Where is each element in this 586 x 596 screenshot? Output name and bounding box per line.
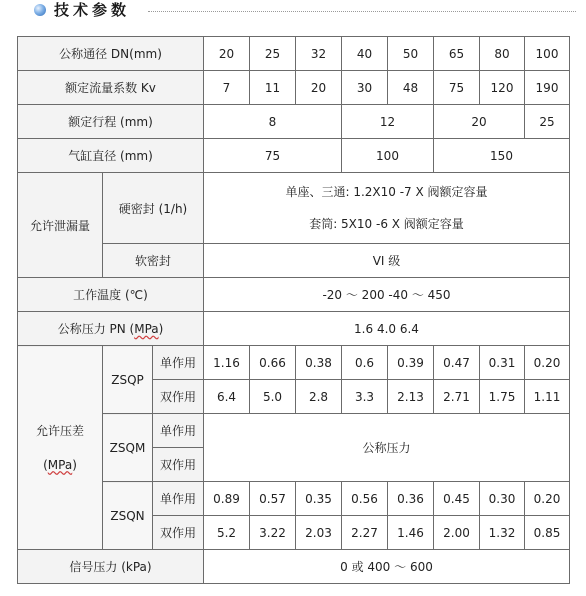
- value-cell: 0.20: [525, 482, 570, 516]
- row-nominal-pressure: [18, 312, 570, 346]
- value-cell: 1.75: [480, 380, 525, 414]
- nominal-pressure-label-pre: 公称压力 PN (: [57, 322, 135, 336]
- bullet-icon: [34, 4, 46, 16]
- dn-cell: 25: [250, 37, 296, 71]
- kv-cell: 7: [204, 71, 250, 105]
- value-cell: 0.45: [434, 482, 480, 516]
- row-zsqp-single: [18, 346, 570, 380]
- hard-seal-line-1: 单座、三通: 1.2X10 -7 X 阀额定容量: [285, 185, 488, 199]
- hard-seal-value: [204, 173, 570, 244]
- value-cell: 1.46: [388, 516, 434, 550]
- dn-cell: 20: [204, 37, 250, 71]
- stroke-cell: 20: [434, 105, 525, 139]
- signal-pressure-value: 0 或 400 ～ 600: [204, 550, 570, 584]
- value-cell: 2.71: [434, 380, 480, 414]
- dn-cell: 65: [434, 37, 480, 71]
- single-acting-label: 单作用: [153, 482, 204, 516]
- section-title: 技术参数: [54, 1, 131, 19]
- cylinder-cell: 75: [204, 139, 342, 173]
- section-header: [0, 0, 586, 22]
- row-cylinder: [18, 139, 570, 173]
- soft-seal-label: 软密封: [103, 244, 204, 278]
- row-signal-pressure: [18, 550, 570, 584]
- stroke-label: 额定行程 (mm): [18, 105, 204, 139]
- value-cell: 0.56: [342, 482, 388, 516]
- nominal-pressure-label-post: ): [158, 322, 164, 336]
- temperature-value: -20 ～ 200 -40 ～ 450: [204, 278, 570, 312]
- value-cell: 0.30: [480, 482, 525, 516]
- value-cell: 0.31: [480, 346, 525, 380]
- kv-cell: 190: [525, 71, 570, 105]
- zsqm-value: 公称压力: [204, 414, 570, 482]
- dn-cell: 100: [525, 37, 570, 71]
- value-cell: 2.27: [342, 516, 388, 550]
- pressure-diff-unit: [18, 448, 102, 482]
- value-cell: 1.32: [480, 516, 525, 550]
- leakage-label: 允许泄漏量: [18, 173, 103, 278]
- value-cell: 0.89: [204, 482, 250, 516]
- dn-cell: 40: [342, 37, 388, 71]
- spec-table: [17, 36, 570, 584]
- value-cell: 6.4: [204, 380, 250, 414]
- row-dn: [18, 37, 570, 71]
- value-cell: 0.47: [434, 346, 480, 380]
- kv-cell: 30: [342, 71, 388, 105]
- hard-seal-label: 硬密封 (1/h): [103, 173, 204, 244]
- cylinder-cell: 100: [342, 139, 434, 173]
- value-cell: 2.13: [388, 380, 434, 414]
- cylinder-label: 气缸直径 (mm): [18, 139, 204, 173]
- dn-cell: 80: [480, 37, 525, 71]
- stroke-cell: 25: [525, 105, 570, 139]
- soft-seal-value: VI 级: [204, 244, 570, 278]
- model-zsqm: ZSQM: [103, 414, 153, 482]
- row-hard-seal: [18, 173, 570, 244]
- pressure-diff-title: 允许压差: [35, 423, 84, 438]
- row-temperature: [18, 278, 570, 312]
- single-acting-label: 单作用: [153, 414, 204, 448]
- value-cell: 0.85: [525, 516, 570, 550]
- kv-cell: 11: [250, 71, 296, 105]
- temperature-label: 工作温度 (℃): [18, 278, 204, 312]
- value-cell: 5.0: [250, 380, 296, 414]
- kv-cell: 75: [434, 71, 480, 105]
- value-cell: 3.22: [250, 516, 296, 550]
- value-cell: 2.00: [434, 516, 480, 550]
- pressure-diff-unit-post: ): [72, 457, 77, 472]
- row-kv: [18, 71, 570, 105]
- double-acting-label: 双作用: [153, 380, 204, 414]
- dn-cell: 32: [296, 37, 342, 71]
- model-zsqp: ZSQP: [103, 346, 153, 414]
- value-cell: 5.2: [204, 516, 250, 550]
- cylinder-cell: 150: [434, 139, 570, 173]
- value-cell: 2.03: [296, 516, 342, 550]
- signal-pressure-label: 信号压力 (kPa): [18, 550, 204, 584]
- value-cell: 0.36: [388, 482, 434, 516]
- value-cell: 2.8: [296, 380, 342, 414]
- row-stroke: [18, 105, 570, 139]
- dotted-divider: [148, 11, 576, 12]
- value-cell: 0.6: [342, 346, 388, 380]
- pressure-diff-label: [18, 346, 103, 550]
- kv-cell: 120: [480, 71, 525, 105]
- nominal-pressure-label: [18, 312, 204, 346]
- nominal-pressure-value: 1.6 4.0 6.4: [204, 312, 570, 346]
- value-cell: 0.20: [525, 346, 570, 380]
- dn-label: 公称通径 DN(mm): [18, 37, 204, 71]
- kv-cell: 48: [388, 71, 434, 105]
- value-cell: 0.39: [388, 346, 434, 380]
- nominal-pressure-unit: MPa: [134, 322, 159, 336]
- value-cell: 1.16: [204, 346, 250, 380]
- pressure-diff-unit-pre: (: [43, 457, 48, 472]
- value-cell: 0.57: [250, 482, 296, 516]
- pressure-diff-unit-text: MPa: [47, 457, 73, 472]
- double-acting-label: 双作用: [153, 516, 204, 550]
- kv-label: 额定流量系数 Kv: [18, 71, 204, 105]
- hard-seal-line-2: 套筒: 5X10 -6 X 阀额定容量: [309, 217, 464, 231]
- value-cell: 0.35: [296, 482, 342, 516]
- stroke-cell: 8: [204, 105, 342, 139]
- dn-cell: 50: [388, 37, 434, 71]
- value-cell: 1.11: [525, 380, 570, 414]
- double-acting-label: 双作用: [153, 448, 204, 482]
- single-acting-label: 单作用: [153, 346, 204, 380]
- stroke-cell: 12: [342, 105, 434, 139]
- kv-cell: 20: [296, 71, 342, 105]
- value-cell: 0.38: [296, 346, 342, 380]
- value-cell: 3.3: [342, 380, 388, 414]
- value-cell: 0.66: [250, 346, 296, 380]
- model-zsqn: ZSQN: [103, 482, 153, 550]
